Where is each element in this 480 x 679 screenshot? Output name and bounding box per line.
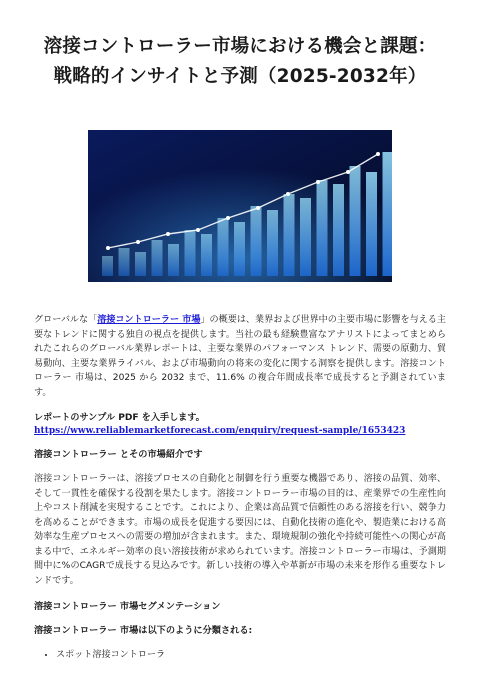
hero-dot	[226, 216, 230, 220]
hero-dot	[256, 206, 260, 210]
hero-bar	[267, 210, 278, 276]
hero-bar	[152, 240, 163, 276]
type-list	[34, 648, 446, 662]
hero-dot	[376, 152, 380, 156]
hero-bar	[102, 256, 113, 276]
hero-bar	[317, 180, 328, 276]
hero-bar	[333, 184, 344, 276]
hero-bar	[218, 218, 229, 276]
title-line-2: 戦略的インサイトと予測（2025-2032年）	[53, 66, 427, 87]
hero-bar	[383, 152, 393, 276]
hero-dot	[106, 246, 110, 250]
hero-bar	[284, 194, 295, 276]
hero-dot	[316, 180, 320, 184]
hero-bar	[251, 206, 262, 276]
intro-body: 溶接コントローラーは、溶接プロセスの自動化と制御を行う重要な機器であり、溶接の品質、効率、そして一貫性を確保する役割を果たします。溶接コントローラー市場の目的は、産業界での生産性向上やコスト削減を実現することです。これにより、企業は高品質で信頼性のある溶接を行い、競争力を高めることができます。市場の成長を促進する要因には、自動化技術の進化や、製造業における高効率な生産プロセスへの需要の増加が含まれます。また、環境規制の強化や持続可能性への関心が高まる中で、エネルギー効率の良い溶接技術が求められています。溶接コントローラー市場は、予測期間中に%のCAGRで成長する見込みです。新しい技術の導入や革新が市場の未来を形作る重要なトレンドです。	[34, 474, 446, 586]
hero-bar	[234, 222, 245, 276]
document-title	[34, 0, 446, 92]
hero-bar	[201, 234, 212, 276]
list-item: • スポット溶接コントローラ	[56, 648, 446, 662]
classification-heading: 溶接コントローラー 市場は以下のように分類される:	[34, 625, 253, 636]
hero-dot	[346, 170, 350, 174]
sample-link[interactable]: https://www.reliablemarketforecast.com/enquiry/request-sample/1653423	[34, 426, 406, 436]
hero-bar	[350, 166, 361, 276]
hero-image	[88, 130, 392, 282]
hero-bar	[168, 244, 179, 276]
hero-bar	[185, 230, 196, 276]
sample-title: レポートのサンプル PDF を入手します。	[34, 413, 205, 423]
hero-bar	[300, 198, 311, 276]
hero-dot	[286, 192, 290, 196]
hero-dot	[136, 240, 140, 244]
hero-dot	[196, 228, 200, 232]
hero-dot	[166, 232, 170, 236]
segmentation-heading: 溶接コントローラー 市場セグメンテーション	[34, 601, 221, 612]
title-line-1: 溶接コントローラー市場における機会と課題：	[43, 36, 437, 57]
hero-bar	[366, 172, 377, 276]
hero-bar	[135, 252, 146, 276]
intro-heading: 溶接コントローラー とその市場紹介です	[34, 449, 203, 460]
market-link[interactable]: 溶接コントローラー 市場	[97, 315, 201, 325]
hero-bar	[119, 248, 130, 276]
intro-paragraph: グローバルな「溶接コントローラー 市場」の概要は、業界および世界中の主要市場に影響を与える主要なトレンドに関する独自の視点を提供します。当社の最も経験豊富なアナリストによってまとめられたこれらのグローバル業界レポートは、主要な業界のパフォーマンス トレンド、需要の原動力、貿易動向、主要な業界ライバル、および市場動向の将来の変化に関する洞察を提供します。溶接コントローラー 市場は、2025 から 2032 まで、11.6% の複合年間成長率で成長すると予測されています。	[34, 315, 446, 398]
